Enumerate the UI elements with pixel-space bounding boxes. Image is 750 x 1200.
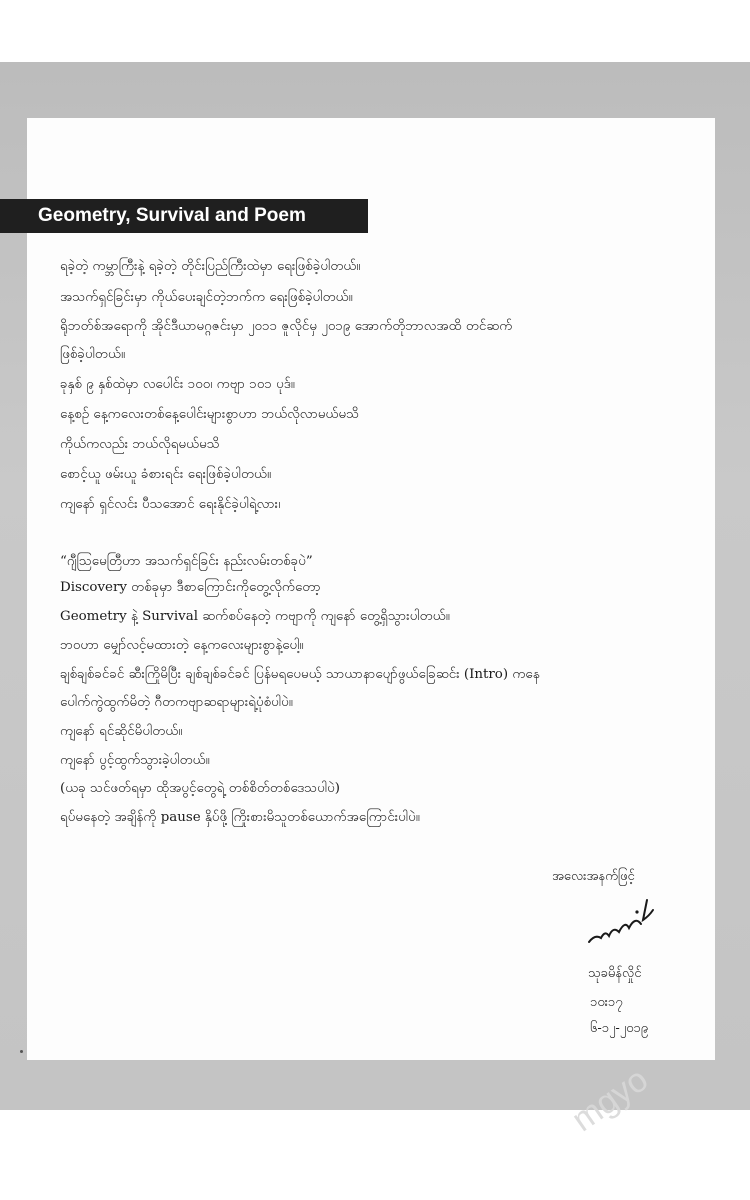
site-watermark: mgyo bbox=[565, 1060, 655, 1140]
paragraph-2-line: ပေါက်ကွဲထွက်မိတဲ့ ဂီတကဗျာဆရာများရဲ့ပုံစံပါပဲ။ bbox=[60, 695, 293, 710]
paragraph-1-line: စောင့်ယူ ဖမ်းယူ ခံစားရင်း ရေးဖြစ်ခဲ့ပါတယ်။ bbox=[60, 467, 272, 482]
paragraph-1-line: ကျနော် ရှင်လင်း ပီသအောင် ရေးနိုင်ခဲ့ပါရဲ့လား၊ bbox=[60, 497, 281, 512]
paragraph-1-line: ရခဲ့တဲ့ ကမ္ဘာကြီးနဲ့ ရခဲ့တဲ့ တိုင်းပြည်ကြီးထဲမှာ ရေးဖြစ်ခဲ့ပါတယ်။ bbox=[60, 259, 361, 274]
signature-date: ၆-၁၂-၂၀၁၉ bbox=[590, 1021, 649, 1036]
paragraph-1-line: ရိုဘတ်စ်အရောကို အိုင်ဒီယာမဂ္ဂဇင်းမှာ ၂၀၁၁ ဇူလိုင်မှ ၂၀၁၉ အောက်တိုဘာလအထိ တင်ဆက် bbox=[60, 319, 513, 334]
paragraph-2-line: “ဂျီသြမေတြီဟာ အသက်ရှင်ခြင်း နည်းလမ်းတစ်ခုပဲ” bbox=[60, 554, 313, 569]
author-name: သုခမိန်လှိုင် bbox=[588, 966, 642, 981]
paragraph-2-line: ကျနော် ရင်ဆိုင်မိပါတယ်။ bbox=[60, 724, 183, 739]
paragraph-1-line: အသက်ရှင်ခြင်းမှာ ကိုယ်ပေးချင်တဲ့ဘက်က ရေးဖြစ်ခဲ့ပါတယ်။ bbox=[60, 290, 353, 305]
paragraph-2-line: (ယခု သင်ဖတ်ရမှာ ထိုအပွင့်တွေရဲ့ တစ်စိတ်တစ်ဒေသပါပဲ) bbox=[60, 781, 340, 796]
paragraph-1-line: ဖြစ်ခဲ့ပါတယ်။ bbox=[60, 347, 126, 362]
closing-regards: အလေးအနက်ဖြင့် bbox=[552, 869, 635, 884]
handwritten-signature bbox=[585, 890, 665, 962]
paragraph-2-line: ကျနော် ပွင့်ထွက်သွားခဲ့ပါတယ်။ bbox=[60, 753, 210, 768]
paragraph-2-line: ချစ်ချစ်ခင်ခင် ဆီးကြိုမိပြီး ချစ်ချစ်ခင်ခင် ပြန်မရပေမယ့် သာယာနာပျော်ဖွယ်ခြေဆင်း (Intro) ကနေ bbox=[60, 667, 540, 682]
paragraph-2-line: ဘဝဟာ မျှော်လင့်မထားတဲ့ နေ့ကလေးများစွာနဲ့ပေါ့။ bbox=[60, 638, 304, 653]
paragraph-2-line: Discovery တစ်ခုမှာ ဒီစာကြောင်းကိုတွေ့လိုက်တော့ bbox=[60, 580, 321, 595]
signature-number: ၁၀း၁၇ bbox=[590, 995, 623, 1010]
paragraph-1-line: ခုနှစ် ၉ နှစ်ထဲမှာ လပေါင်း ၁၀၀၊ ကဗျာ ၁၀၁ ပုဒ်။ bbox=[60, 377, 295, 392]
page-title: Geometry, Survival and Poem bbox=[38, 205, 306, 226]
paragraph-2-line: Geometry နဲ့ Survival ဆက်စပ်နေတဲ့ ကဗျာကို ကျနော် တွေ့ရှိသွားပါတယ်။ bbox=[60, 609, 450, 624]
paragraph-1-line: နေ့စဉ် နေ့ကလေးတစ်နေ့ပေါင်းများစွာဟာ ဘယ်လိုလာမယ်မသိ bbox=[60, 407, 360, 422]
paragraph-2-line: ရပ်မနေတဲ့ အချိန်ကို pause နှိပ်ဖို့ ကြိုးစားမိသူတစ်ယောက်အကြောင်းပါပဲ။ bbox=[60, 810, 420, 825]
scan-speck bbox=[20, 1050, 23, 1053]
paragraph-1-line: ကိုယ်ကလည်း ဘယ်လိုရမယ်မသိ bbox=[60, 437, 220, 452]
